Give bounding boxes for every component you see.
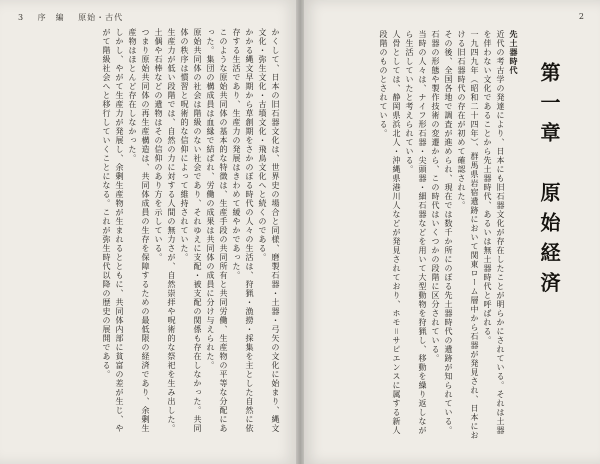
paragraph: つまり原始共同体の再生産構造は、共同体成員の生存を保障するための最低限の経済であり、余剰生産物はほとんど存在しなかった。 (128, 28, 150, 433)
paragraph: 原始共同体の社会は階級のない社会であり、それゆえに支配・被支配の関係も存在しなかった。共同体の秩序は慣習と呪術的な信仰によって維持されていた。 (180, 28, 202, 433)
paragraph: かくして、日本の旧石器文化は、世界史の場合と同様、磨製石器・土器・弓矢の文化に始まり、縄文文化・弥生文化・古墳文化・飛鳥文化へと続くのである。 (258, 28, 280, 433)
right-body-text (320, 30, 520, 442)
chapter-title: 第一章 原始経済 (537, 62, 561, 302)
paragraph: 一九四九年（昭和二十四年）、群馬県岩宿遺跡において関東ローム層中から石器が発見され、日本における旧石器時代の存在が初めて確認された。 (457, 30, 479, 440)
paragraph: このような原始共同体の基本的な特徴は、生産手段の共同所有と共同労働、生産物の平等な分配にあった。集団の構成員は血縁で結ばれ、労働の成果は共同体の成員に分け与えられた。 (206, 28, 228, 433)
paragraph: 近代の考古学の発達により、日本にも旧石器文化が存在したことが明らかにされている。それは土器を伴わない文化であることから先土器時代、あるいは無土器時代と呼ばれる。 (483, 30, 505, 435)
section-label: 原始・古代 (78, 13, 124, 22)
paragraph: 生産力が低い段階では、自然の力に対する人間の無力さが、自然崇拝や呪術的な祭祀を生み出した。土偶や石棒などの遺物はその信仰のあり方を示している。 (154, 28, 176, 433)
book-gutter (296, 0, 304, 464)
paragraph: しかし、やがて生産力が発展し、余剰生産物が生まれるとともに、共同体内部に貧富の差が生じ、やがて階級社会へと移行していくことになる。これが弥生時代以降の歴史の展開である。 (102, 28, 124, 433)
left-body-text (32, 28, 282, 438)
paragraph: かかる縄文早期から草創期をさかのぼる時代の人々の生活は、狩猟・漁撈・採集を主とした自然に依存する生活であり、生産力の発展はきわめて緩やかであった。 (232, 28, 254, 433)
paragraph: その後、全国各地で調査が進められ、現在では数千か所にのぼる先土器時代の遺跡が知られている。石器の形態や製作技術の変遷から、この時代はいくつかの段階に区分されている。 (431, 30, 453, 435)
section-heading: 先土器時代 (509, 30, 519, 75)
running-header (18, 12, 133, 23)
page-number-left: 3 (18, 13, 25, 22)
right-page (300, 0, 600, 464)
paragraph: 人骨としては、静岡県浜北人・沖縄県港川人などが発見されており、ホモ＝サピエンスに属する新人段階のものとされている。 (379, 30, 401, 435)
paragraph: 当時の人々は、ナイフ形石器・尖頭器・細石器などを用いて大型動物を狩猟し、移動を繰り返しながら生活していたと考えられている。 (405, 30, 427, 435)
part-label: 序 編 (37, 13, 65, 22)
page-number-right: 2 (578, 12, 584, 21)
